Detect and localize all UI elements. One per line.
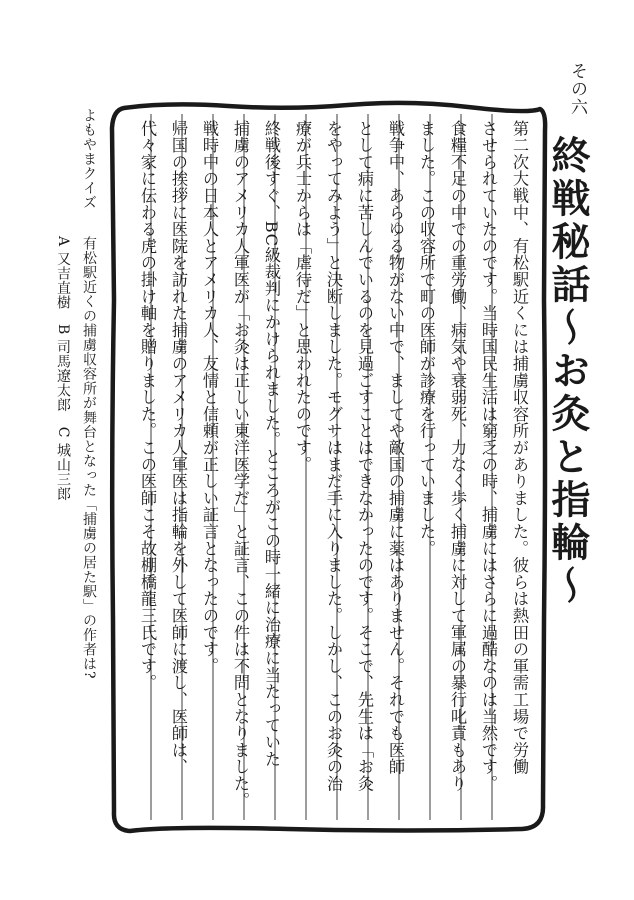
body-line: として病に苦しんでいるのを見過ごすことはできなかったのです。そこで、先生は「お灸 [355,120,374,792]
body-line: 帰国の挨拶に医院を訪れた捕虜のアメリカ人軍医は指輪を外して医師に渡し、医師は、 [169,120,188,776]
section-label: その六 [567,62,587,116]
body-line: 捕虜のアメリカ人軍医が「お灸は正しい東洋医学だ」と証言、この件は不問となりました。 [231,120,250,809]
body-line: 終戦後すぐ、BC級裁判にかけられました。ところがこの時一緒に治療に当たっていた [262,120,281,768]
body-line: ました。この収容所で町の医師が診療を行っていました。 [417,120,436,557]
body-line: 第二次大戦中、有松駅近くには捕虜収容所がありました。彼らは熱田の軍需工場で労働 [510,120,529,776]
body-line: 療が兵士からは「虐待だ」と思われたのです。 [293,120,312,473]
body-line: 戦争中、あらゆる物がない中で、ましてや敵国の捕虜に薬はありません。それでも医師 [386,120,405,776]
body-line: 食糧不足の中での重労働、病気や衰弱死、力なく歩く捕虜に対して軍属の暴行叱責もあり [448,120,467,792]
page-title: 終戦秘話〜お灸と指輪〜 [545,135,591,608]
quiz-heading: よもやまクイズ [81,108,97,210]
body-line: 代々家に伝わる虎の掛け軸を贈りました。この医師こそ故棚橋龍三氏です。 [138,120,157,692]
body-line: 戦時中の日本人とアメリカ人、友情と信頼が正しい証言となったのです。 [200,120,219,675]
body-line: をやってみよう」と決断しました。モグサはまだ手に入りました。しかし、このお灸の治 [324,120,343,792]
story-panel [108,100,549,835]
quiz-question: 有松駅近くの捕虜収容所が舞台となった「捕虜の居た駅」の作者は? [81,236,97,680]
quiz-options: A 又吉直樹 B 司馬遼太郎 C 城山三郎 [55,236,71,501]
body-line: させられていたのです。当時国民生活は窮乏の時、捕虜にはさらに過酷なのは当然です。 [479,120,498,792]
